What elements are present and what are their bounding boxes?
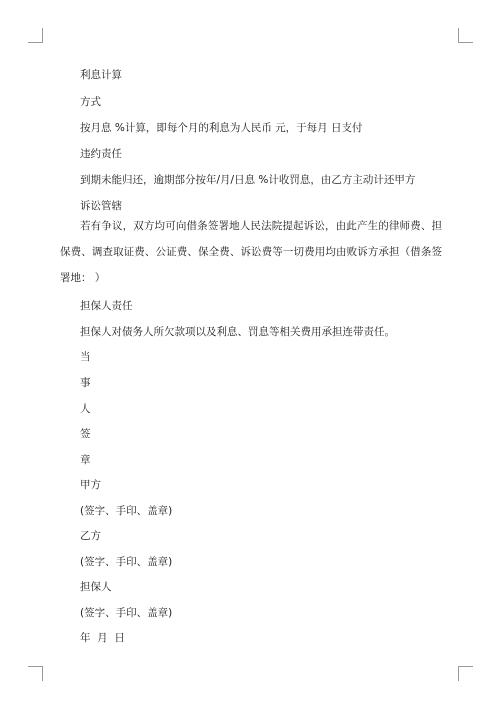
crop-mark-top-right [458,28,473,43]
vertical-label-char-1: 当 [80,351,91,363]
party-a-signature-note: (签字、手印、盖章) [80,505,173,517]
guarantor-signature-note: (签字、手印、盖章) [80,607,173,619]
date-line: 年 月 日 [80,632,125,644]
vertical-label-char-2: 事 [80,377,91,389]
penalty-terms-line: 到期未能归还，逾期部分按年/月/日息 %计收罚息，由乙方主动计还甲方 [80,174,416,186]
crop-mark-top-left [28,28,43,43]
crop-mark-bottom-left [28,666,43,681]
vertical-label-char-4: 签 [80,428,91,440]
party-a-label: 甲方 [80,479,101,491]
vertical-label-char-3: 人 [80,403,91,415]
heading-interest-calculation: 利息计算 [80,69,122,81]
party-b-label: 乙方 [80,530,101,542]
dispute-paragraph: 若有争议，双方均可向借条签署地人民法院提起诉讼，由此产生的律师费、担保费、调查取证费、公证费、保全费、诉讼费等一切费用均由败诉方承担（借条签署地： ） [60,220,442,284]
guarantor-liability-text: 担保人对债务人所欠款项以及利息、罚息等相关费用承担连带责任。 [80,326,395,338]
heading-guarantor-liability: 担保人责任 [80,300,133,312]
heading-breach-liability: 违约责任 [80,148,122,160]
vertical-label-char-5: 章 [80,454,91,466]
heading-method: 方式 [80,96,101,108]
heading-jurisdiction: 诉讼管辖 [80,200,122,212]
interest-terms-line: 按月息 %计算，即每个月的利息为人民币 元，于每月 日支付 [80,122,363,134]
party-b-signature-note: (签字、手印、盖章) [80,556,173,568]
guarantor-label: 担保人 [80,581,112,593]
crop-mark-bottom-right [458,666,473,681]
